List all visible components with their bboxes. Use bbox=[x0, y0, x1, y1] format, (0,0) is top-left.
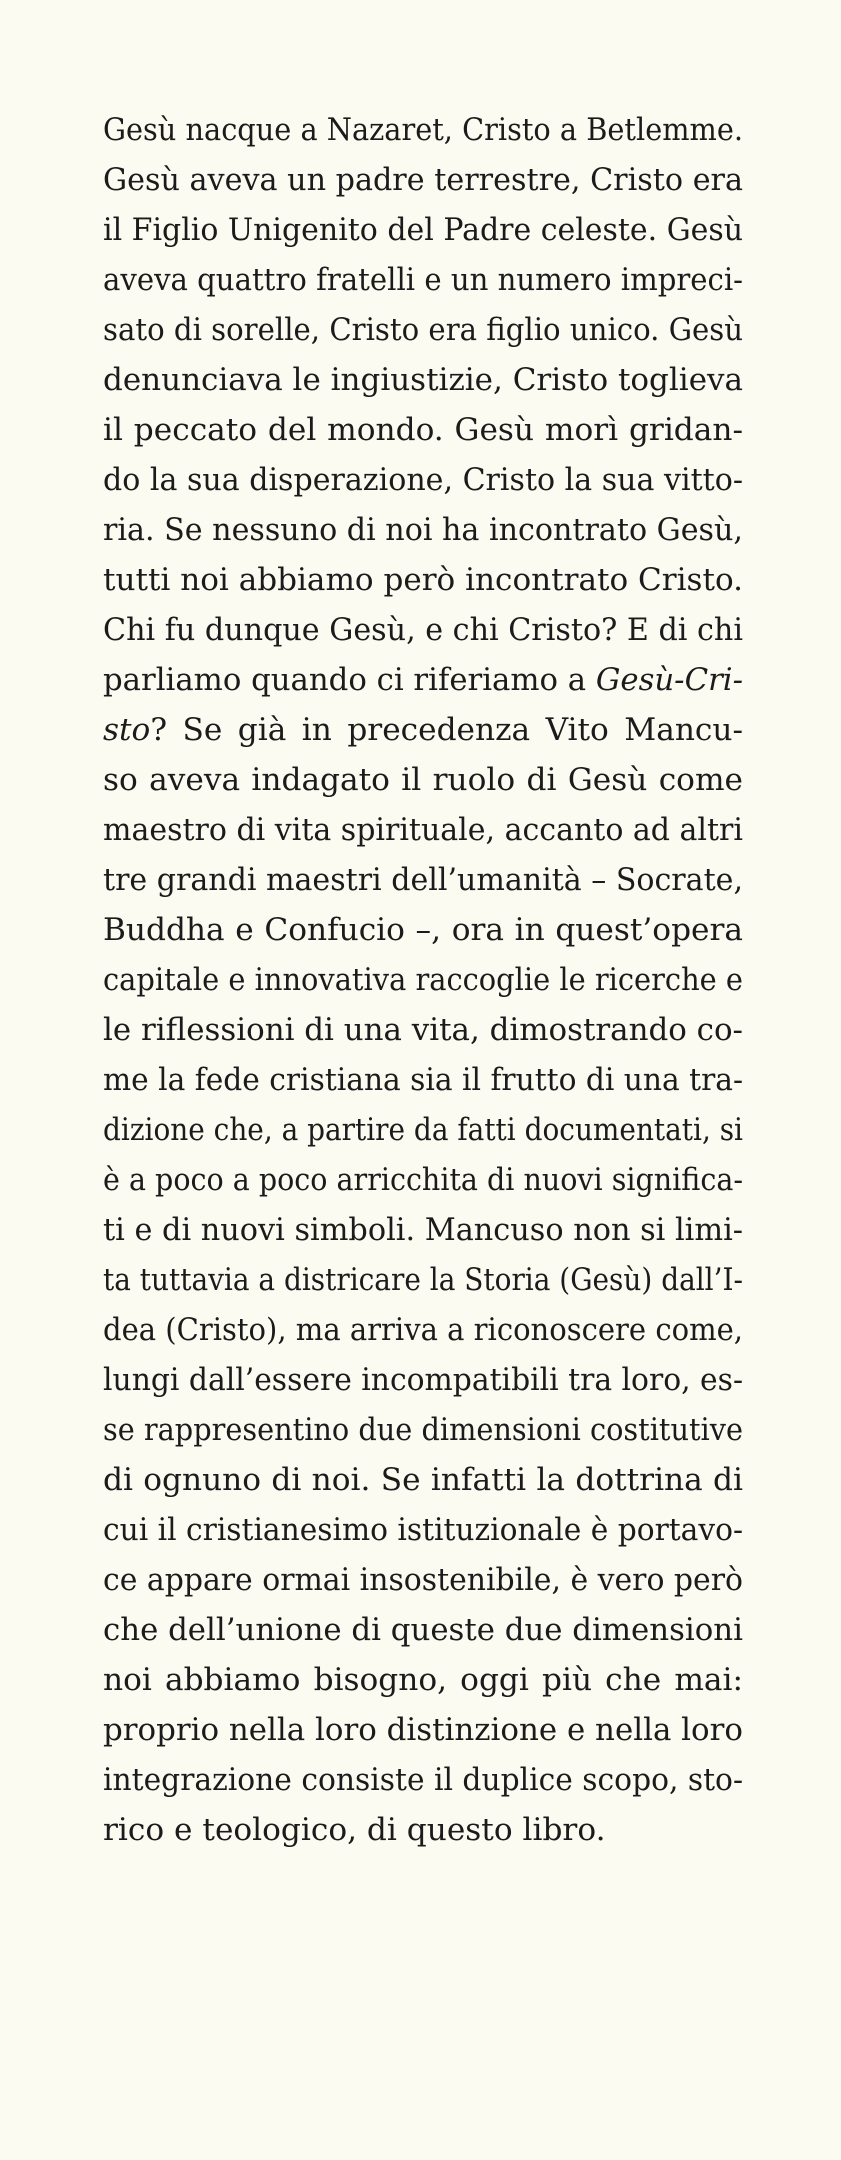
blurb-line: noi abbiamo bisogno, oggi più che mai: bbox=[103, 1662, 743, 1698]
book-title-italic: sto bbox=[103, 712, 151, 748]
blurb-line: è a poco a poco arricchita di nuovi significa- bbox=[103, 1162, 743, 1198]
blurb-line: sto? Se già in precedenza Vito Mancu- bbox=[103, 712, 743, 748]
blurb-line: lungi dall’essere incompatibili tra loro, es- bbox=[103, 1362, 743, 1398]
blurb-line: integrazione consiste il duplice scopo, sto- bbox=[103, 1762, 743, 1798]
book-title-italic: Gesù-Cri- bbox=[595, 662, 743, 698]
blurb-line: denunciava le ingiustizie, Cristo toglieva bbox=[103, 362, 743, 398]
blurb-line: ce appare ormai insostenibile, è vero però bbox=[103, 1562, 743, 1598]
blurb-line: dea (Cristo), ma arriva a riconoscere come, bbox=[103, 1312, 743, 1348]
blurb-line: di ognuno di noi. Se infatti la dottrina di bbox=[103, 1462, 743, 1498]
blurb-line: le riflessioni di una vita, dimostrando co- bbox=[103, 1012, 743, 1048]
blurb-paragraph bbox=[103, 105, 743, 1855]
blurb-line: aveva quattro fratelli e un numero impreci- bbox=[103, 262, 743, 298]
blurb-line: il peccato del mondo. Gesù morì gridan- bbox=[103, 412, 743, 448]
blurb-line: parliamo quando ci riferiamo a Gesù-Cri- bbox=[103, 662, 743, 698]
blurb-line: il Figlio Unigenito del Padre celeste. Gesù bbox=[103, 212, 743, 248]
blurb-line: me la fede cristiana sia il frutto di una tra- bbox=[103, 1062, 743, 1098]
blurb-line: Gesù aveva un padre terrestre, Cristo era bbox=[103, 162, 743, 198]
blurb-line: tre grandi maestri dell’umanità – Socrate, bbox=[103, 862, 743, 898]
blurb-line: cui il cristianesimo istituzionale è portavo- bbox=[103, 1512, 743, 1548]
blurb-line: rico e teologico, di questo libro. bbox=[103, 1812, 606, 1848]
blurb-line: maestro di vita spirituale, accanto ad altri bbox=[103, 812, 743, 848]
blurb-line: capitale e innovativa raccoglie le ricerche e bbox=[103, 962, 743, 998]
blurb-line: sato di sorelle, Cristo era figlio unico. Gesù bbox=[103, 312, 743, 348]
blurb-line: ti e di nuovi simboli. Mancuso non si limi- bbox=[103, 1212, 743, 1248]
blurb-line: se rappresentino due dimensioni costitutive bbox=[103, 1412, 743, 1448]
blurb-line: proprio nella loro distinzione e nella loro bbox=[103, 1712, 743, 1748]
blurb-line: do la sua disperazione, Cristo la sua vitto- bbox=[103, 462, 743, 498]
blurb-line: dizione che, a partire da fatti documentati, si bbox=[103, 1112, 743, 1148]
blurb-line: Chi fu dunque Gesù, e chi Cristo? E di chi bbox=[103, 612, 743, 648]
blurb-line: tutti noi abbiamo però incontrato Cristo. bbox=[103, 562, 743, 598]
blurb-line: Gesù nacque a Nazaret, Cristo a Betlemme. bbox=[103, 112, 743, 148]
blurb-line: Buddha e Confucio –, ora in quest’opera bbox=[103, 912, 743, 948]
blurb-line: ta tuttavia a districare la Storia (Gesù) dall’I- bbox=[103, 1262, 743, 1298]
blurb-line: so aveva indagato il ruolo di Gesù come bbox=[103, 762, 743, 798]
blurb-line: che dell’unione di queste due dimensioni bbox=[103, 1612, 743, 1648]
blurb-line: ria. Se nessuno di noi ha incontrato Gesù, bbox=[103, 512, 743, 548]
